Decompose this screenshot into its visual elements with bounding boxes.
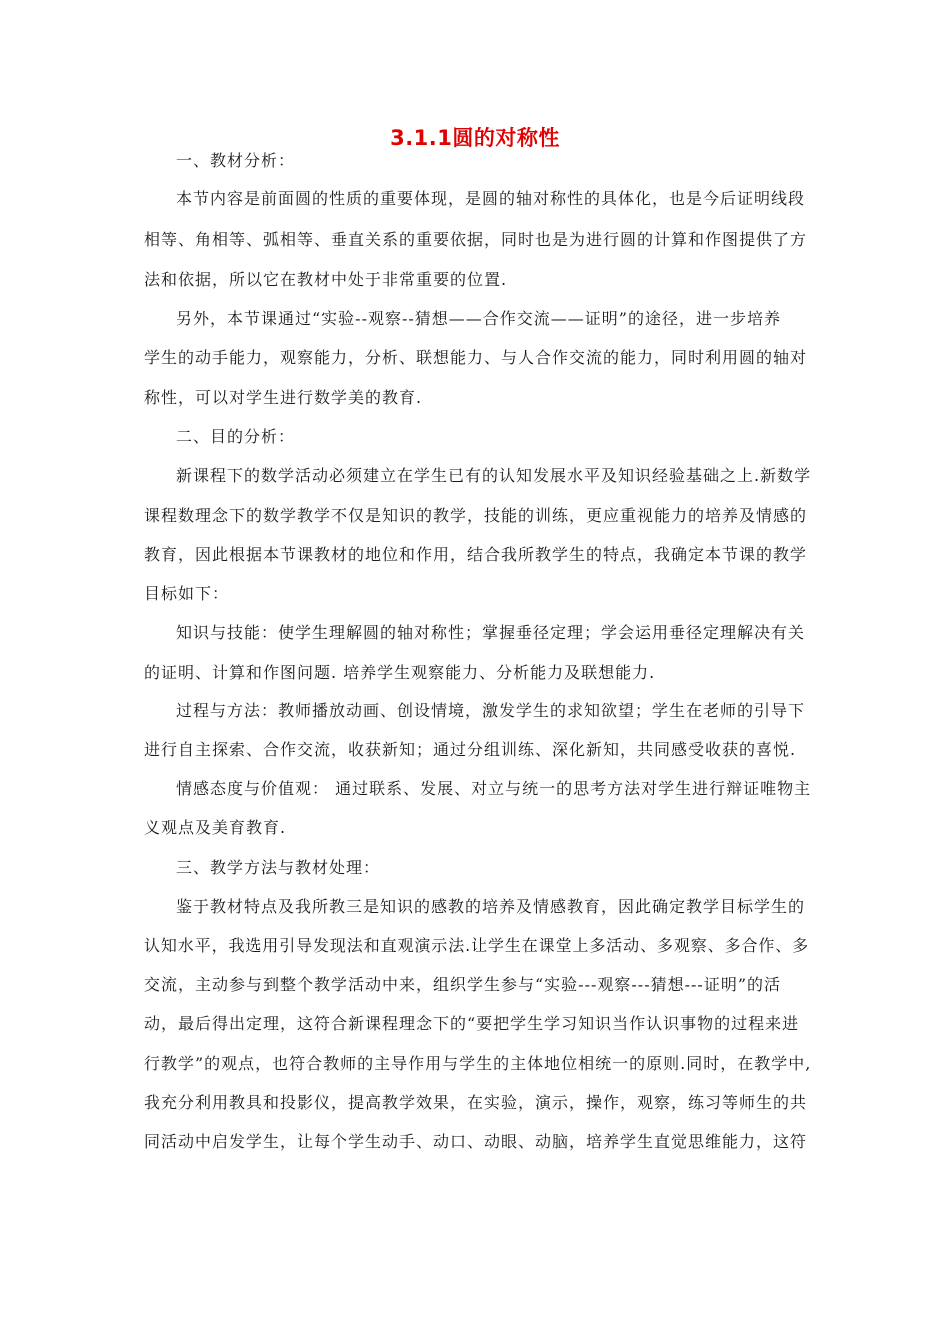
paragraph-line: 认知水平，我选用引导发现法和直观演示法.让学生在课堂上多活动、多观察、多合作、多: [144, 936, 810, 955]
paragraph-line: 知识与技能：使学生理解圆的轴对称性；掌握垂径定理；学会运用垂径定理解决有关: [176, 623, 806, 642]
paragraph-line: 动，最后得出定理，这符合新课程理念下的“要把学生学习知识当作认识事物的过程来进: [144, 1014, 800, 1033]
section-heading-methods: 三、教学方法与教材处理：: [176, 858, 381, 877]
paragraph-line: 新课程下的数学活动必须建立在学生已有的认知发展水平及知识经验基础之上.新数学: [176, 466, 812, 485]
paragraph-line: 另外，本节课通过“实验--观察--猜想——合作交流——证明”的途径，进一步培养: [176, 309, 781, 328]
paragraph-line: 行教学”的观点，也符合教师的主导作用与学生的主体地位相统一的原则.同时，在教学中,: [144, 1054, 812, 1073]
paragraph-line: 过程与方法：教师播放动画、创设情境，激发学生的求知欲望；学生在老师的引导下: [176, 701, 806, 720]
paragraph-line: 义观点及美育教育.: [144, 818, 287, 837]
paragraph-line: 学生的动手能力，观察能力，分析、联想能力、与人合作交流的能力，同时利用圆的轴对: [144, 348, 808, 367]
paragraph-line: 鉴于教材特点及我所教三是知识的感教的培养及情感教育，因此确定教学目标学生的: [176, 897, 806, 916]
paragraph-line: 教育，因此根据本节课教材的地位和作用，结合我所教学生的特点，我确定本节课的教学: [144, 545, 808, 564]
section-heading-objective: 二、目的分析：: [176, 427, 296, 446]
paragraph-line: 课程数理念下的数学教学不仅是知识的教学，技能的训练，更应重视能力的培养及情感的: [144, 506, 808, 525]
paragraph-line: 本节内容是前面圆的性质的重要体现，是圆的轴对称性的具体化，也是今后证明线段: [176, 189, 806, 208]
paragraph-line: 称性，可以对学生进行数学美的教育.: [144, 388, 423, 407]
paragraph-line: 目标如下：: [144, 584, 230, 603]
document-title: 3.1.1圆的对称性: [390, 126, 560, 150]
paragraph-line: 的证明、计算和作图问题. 培养学生观察能力、分析能力及联想能力.: [144, 663, 656, 682]
paragraph-line: 同活动中启发学生，让每个学生动手、动口、动眼、动脑，培养学生直觉思维能力，这符: [144, 1132, 808, 1151]
paragraph-line: 交流，主动参与到整个教学活动中来，组织学生参与“实验---观察---猜想---证明”的活: [144, 975, 782, 994]
paragraph-line: 情感态度与价值观： 通过联系、发展、对立与统一的思考方法对学生进行辩证唯物主: [176, 779, 812, 798]
section-heading-teaching-material: 一、教材分析：: [176, 151, 296, 170]
paragraph-line: 相等、角相等、弧相等、垂直关系的重要依据，同时也是为进行圆的计算和作图提供了方: [144, 230, 808, 249]
paragraph-line: 进行自主探索、合作交流，收获新知；通过分组训练、深化新知，共同感受收获的喜悦.: [144, 740, 797, 759]
paragraph-line: 法和依据，所以它在教材中处于非常重要的位置.: [144, 270, 508, 289]
paragraph-line: 我充分利用教具和投影仪，提高教学效果，在实验，演示，操作，观察，练习等师生的共: [144, 1093, 808, 1112]
